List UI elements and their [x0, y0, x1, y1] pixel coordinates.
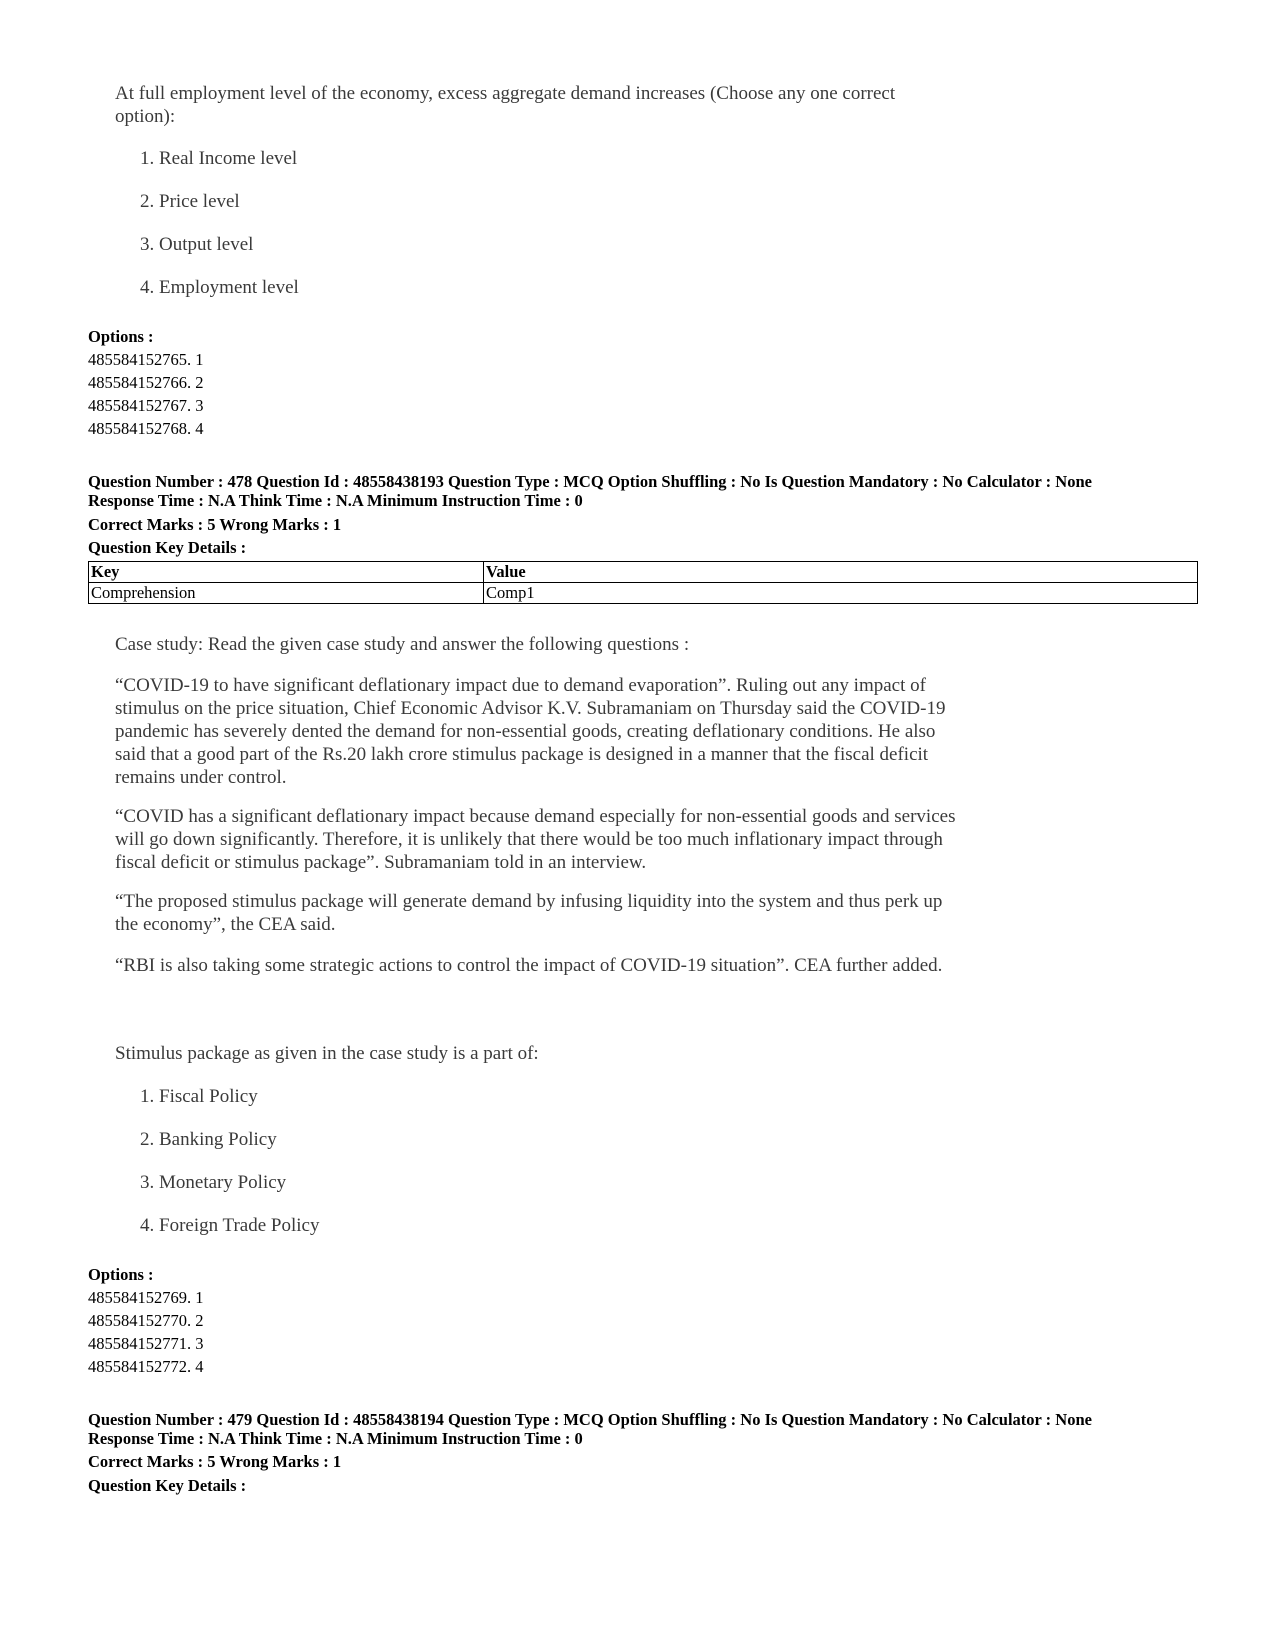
case-para-2-line-2: will go down significantly. Therefore, it is unlikely that there would be too much inflationary impact through: [115, 829, 943, 850]
table-cell-value: Comp1: [484, 583, 1198, 604]
q478-choice-3: 3. Monetary Policy: [140, 1172, 287, 1193]
q477-option-2: 485584152766. 2: [88, 373, 204, 392]
q477-option-4: 485584152768. 4: [88, 419, 204, 438]
q478-options-label: Options :: [88, 1265, 154, 1284]
q477-options-label: Options :: [88, 327, 154, 346]
q478-marks: Correct Marks : 5 Wrong Marks : 1: [88, 515, 342, 534]
q477-stem: [115, 82, 1115, 128]
q477-stem-line-2: option):: [115, 106, 176, 127]
q478-option-1: 485584152769. 1: [88, 1288, 204, 1307]
q478-case-para-3: [115, 890, 1115, 936]
case-para-4-line-1: “RBI is also taking some strategic actions to control the impact of COVID-19 situation”. CEA further added.: [115, 955, 943, 976]
case-para-1-line-4: said that a good part of the Rs.20 lakh crore stimulus package is designed in a manner that the fiscal deficit: [115, 744, 929, 765]
q478-key-table: [88, 561, 1198, 604]
q477-choice-4: 4. Employment level: [140, 277, 299, 298]
q478-key-table-wrap: [88, 561, 1198, 604]
case-para-3-line-1: “The proposed stimulus package will generate demand by infusing liquidity into the system and thus perk up: [115, 891, 943, 912]
q478-option-3: 485584152771. 3: [88, 1334, 204, 1353]
q477-choice-1: 1. Real Income level: [140, 148, 298, 169]
q478-choice-1: 1. Fiscal Policy: [140, 1086, 258, 1107]
table-row: [89, 562, 1198, 583]
q478-stem: Stimulus package as given in the case study is a part of:: [115, 1043, 539, 1064]
q479-meta-line-1: Question Number : 479 Question Id : 48558438194 Question Type : MCQ Option Shuffling : No Is Question Mandatory : No Calculator : None: [88, 1410, 1092, 1429]
q478-case-para-4: [115, 954, 1115, 977]
q478-choice-2: 2. Banking Policy: [140, 1129, 277, 1150]
table-cell-key: Comprehension: [89, 583, 484, 604]
q478-case-intro: Case study: Read the given case study and answer the following questions :: [115, 634, 690, 655]
q478-case-para-2: [115, 805, 1115, 874]
q477-choice-2: 2. Price level: [140, 191, 240, 212]
q479-marks: Correct Marks : 5 Wrong Marks : 1: [88, 1452, 342, 1471]
q477-stem-line-1: At full employment level of the economy, excess aggregate demand increases (Choose any one correct: [115, 83, 896, 104]
case-para-3-line-2: the economy”, the CEA said.: [115, 914, 336, 935]
q477-option-3: 485584152767. 3: [88, 396, 204, 415]
table-header-key: Key: [89, 562, 484, 583]
q478-option-2: 485584152770. 2: [88, 1311, 204, 1330]
table-row: [89, 583, 1198, 604]
case-para-1-line-1: “COVID-19 to have significant deflationary impact due to demand evaporation”. Ruling out any impact of: [115, 675, 926, 696]
case-para-1-line-2: stimulus on the price situation, Chief Economic Advisor K.V. Subramaniam on Thursday said the COVID-19: [115, 698, 946, 719]
q477-choice-3: 3. Output level: [140, 234, 254, 255]
q479-meta-line-2: Response Time : N.A Think Time : N.A Minimum Instruction Time : 0: [88, 1429, 583, 1448]
q477-option-1: 485584152765. 1: [88, 350, 204, 369]
q478-case-para-1: [115, 674, 1115, 789]
case-para-2-line-3: fiscal deficit or stimulus package”. Subramaniam told in an interview.: [115, 852, 647, 873]
q479-key-details-label: Question Key Details :: [88, 1476, 247, 1495]
q478-meta-line-1: Question Number : 478 Question Id : 48558438193 Question Type : MCQ Option Shuffling : No Is Question Mandatory : No Calculator : None: [88, 472, 1092, 491]
case-para-2-line-1: “COVID has a significant deflationary impact because demand especially for non-essential goods and services: [115, 806, 956, 827]
q478-key-details-label: Question Key Details :: [88, 538, 247, 557]
table-header-value: Value: [484, 562, 1198, 583]
q478-option-4: 485584152772. 4: [88, 1357, 204, 1376]
q478-choice-4: 4. Foreign Trade Policy: [140, 1215, 320, 1236]
q478-meta-line-2: Response Time : N.A Think Time : N.A Minimum Instruction Time : 0: [88, 491, 583, 510]
case-para-1-line-3: pandemic has severely dented the demand for non-essential goods, creating deflationary conditions. He also: [115, 721, 936, 742]
case-para-1-line-5: remains under control.: [115, 767, 287, 788]
